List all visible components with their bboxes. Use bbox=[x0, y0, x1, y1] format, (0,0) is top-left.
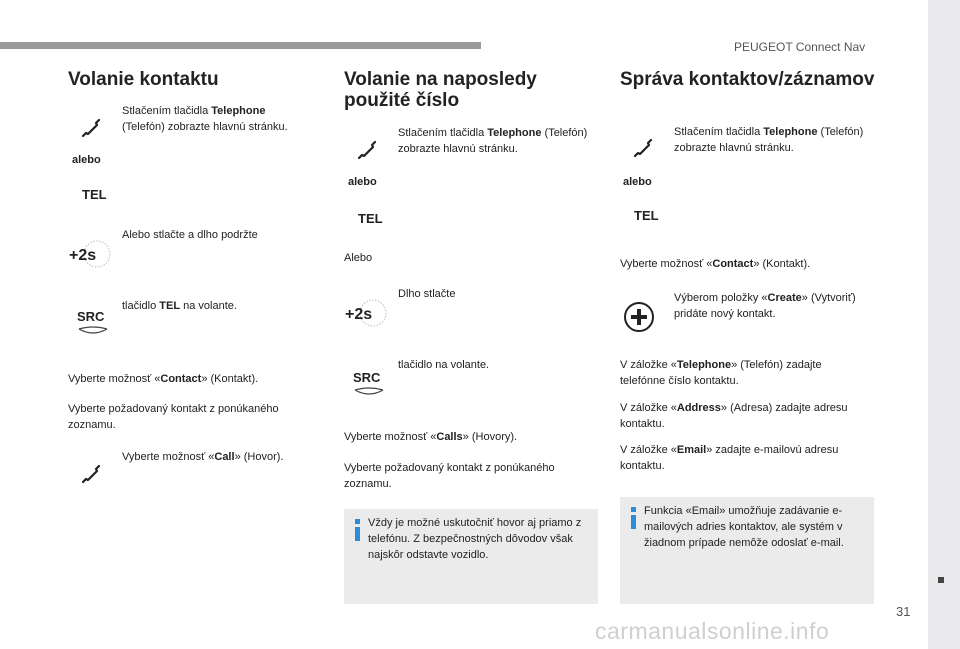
step-long-press: Alebo stlačte a dlho podržte bbox=[122, 229, 258, 241]
header-bar bbox=[0, 42, 481, 49]
svg-text:+2s: +2s bbox=[69, 247, 97, 264]
or-label: alebo bbox=[623, 176, 652, 188]
step-tel-steering: tlačidlo TEL na volante. bbox=[122, 300, 237, 312]
step-select-call: Vyberte možnosť «Call» (Hovor). bbox=[122, 451, 284, 463]
step-select-calls: Vyberte možnosť «Calls» (Hovory). bbox=[344, 431, 518, 443]
page-sidebar bbox=[928, 0, 960, 649]
side-marker bbox=[938, 577, 944, 583]
phone-handset-icon bbox=[356, 139, 380, 161]
svg-text:SRC: SRC bbox=[77, 309, 105, 324]
tel-label: TEL bbox=[358, 211, 383, 226]
phone-handset-icon bbox=[80, 463, 104, 485]
phone-handset-icon bbox=[80, 117, 104, 139]
long-press-2s-icon bbox=[67, 237, 113, 271]
watermark: carmanualsonline.info bbox=[595, 618, 830, 644]
step-open-telephone: Stlačením tlačidla Telephone (Telefón) zobrazte hlavnú stránku. bbox=[122, 105, 288, 133]
or-text: Alebo bbox=[344, 252, 373, 264]
section-title-manage-contacts: Správa kontaktov/záznamov bbox=[620, 69, 875, 90]
step-email-tab: V záložke «Email» zadajte e-mailovú adresu kontaktu. bbox=[620, 444, 839, 472]
step-create-contact: Výberom položky «Create» (Vytvoriť) pridáte nový kontakt. bbox=[674, 292, 856, 320]
or-label: alebo bbox=[72, 154, 101, 166]
page-number: 31 bbox=[896, 604, 911, 619]
info-icon bbox=[631, 507, 636, 529]
src-button-icon bbox=[75, 307, 111, 339]
header-title: PEUGEOT Connect Nav bbox=[734, 40, 866, 54]
step-open-telephone: Stlačením tlačidla Telephone (Telefón) zobrazte hlavnú stránku. bbox=[674, 126, 864, 154]
svg-text:+2s: +2s bbox=[345, 306, 373, 323]
svg-text:SRC: SRC bbox=[353, 370, 381, 385]
step-telephone-tab: V záložke «Telephone» (Telefón) zadajte telefónne číslo kontaktu. bbox=[620, 359, 822, 387]
step-address-tab: V záložke «Address» (Adresa) zadajte adresu kontaktu. bbox=[620, 402, 848, 430]
info-note bbox=[344, 509, 598, 604]
info-note-text: Funkcia «Email» umožňuje zadávanie e-mailových adries kontaktov, ale systém v žiadnom prípade nemôže odoslať e-mail. bbox=[644, 505, 844, 549]
step-choose-contact: Vyberte požadovaný kontakt z ponúkaného zoznamu. bbox=[68, 403, 279, 431]
long-press-2s-icon bbox=[343, 296, 389, 330]
step-choose-contact: Vyberte požadovaný kontakt z ponúkaného zoznamu. bbox=[344, 462, 555, 490]
info-note-text: Vždy je možné uskutočniť hovor aj priamo z telefónu. Z bezpečnostných dôvodov však najskôr odstavte vozidlo. bbox=[368, 517, 582, 561]
or-label: alebo bbox=[348, 176, 377, 188]
section-title-call-contact: Volanie kontaktu bbox=[68, 69, 219, 90]
step-steering-button: tlačidlo na volante. bbox=[398, 359, 490, 371]
tel-label: TEL bbox=[82, 187, 107, 202]
add-plus-icon bbox=[622, 300, 656, 334]
phone-handset-icon bbox=[632, 137, 656, 159]
step-long-press: Dlho stlačte bbox=[398, 288, 456, 300]
step-select-contact: Vyberte možnosť «Contact» (Kontakt). bbox=[68, 373, 259, 385]
step-select-contact: Vyberte možnosť «Contact» (Kontakt). bbox=[620, 258, 811, 270]
info-note bbox=[620, 497, 874, 604]
section-title-recent-calls: Volanie na naposledy použité číslo bbox=[344, 69, 537, 111]
tel-label: TEL bbox=[634, 208, 659, 223]
src-button-icon bbox=[351, 368, 387, 400]
info-icon bbox=[355, 519, 360, 541]
step-open-telephone: Stlačením tlačidla Telephone (Telefón) zobrazte hlavnú stránku. bbox=[398, 127, 588, 155]
